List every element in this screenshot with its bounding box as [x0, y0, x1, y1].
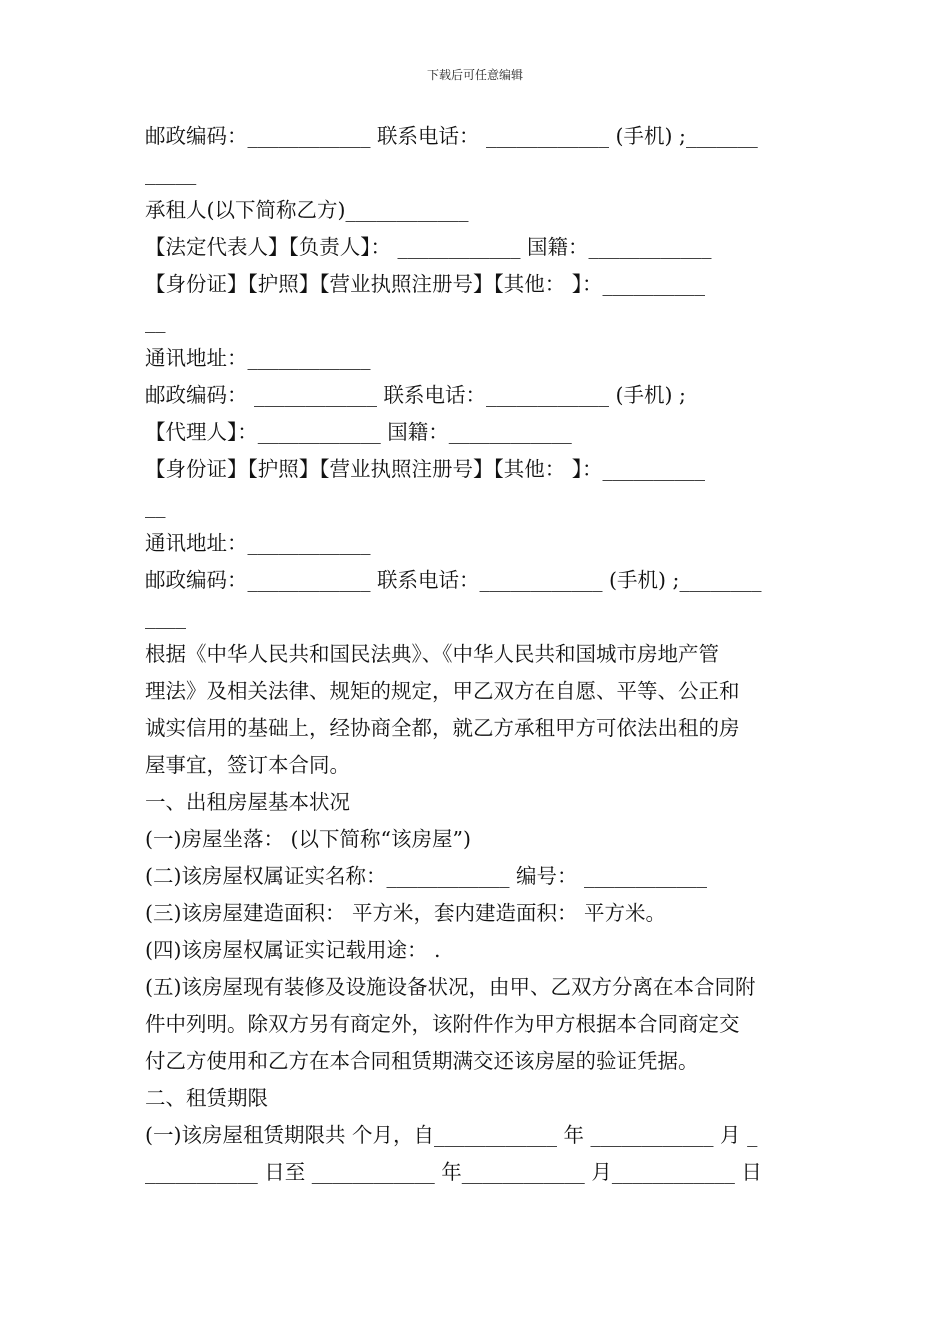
paragraph-line: 根据《中华人民共和国民法典》、《中华人民共和国城市房地产管 — [145, 642, 719, 666]
text-line: 通讯地址：____________ — [145, 346, 371, 370]
text-line: 通讯地址：____________ — [145, 531, 371, 555]
clause-line: (五)该房屋现有装修及设施设备状况，由甲、乙双方分离在本合同附 — [145, 975, 756, 999]
clause-line: (一)该房屋租赁期限共 个月，自____________ 年 ____________ 月 _ — [145, 1123, 758, 1147]
paragraph-line: 理法》及相关法律、规矩的规定，甲乙双方在自愿、平等、公正和 — [145, 679, 740, 703]
text-line: 邮政编码：____________ 联系电话： ____________ (手机) ;_______ — [145, 124, 758, 148]
text-line: 邮政编码： ____________ 联系电话：____________ (手机) ; — [145, 383, 686, 407]
paragraph-line: 屋事宜，签订本合同。 — [145, 753, 350, 777]
text-line: 邮政编码：____________ 联系电话：____________ (手机) ;________ — [145, 568, 762, 592]
clause-line: 件中列明。除双方另有商定外，该附件作为甲方根据本合同商定交 — [145, 1012, 740, 1036]
contract-body — [145, 118, 807, 1191]
text-line: __ — [145, 494, 166, 518]
clause-line: 付乙方使用和乙方在本合同租赁期满交还该房屋的验证凭据。 — [145, 1049, 699, 1073]
page-header: 下载后可任意编辑 — [426, 68, 523, 82]
text-line: 【身份证】【护照】【营业执照注册号】【其他： 】：__________ — [145, 457, 706, 481]
text-line: 【代理人】：____________ 国籍：____________ — [145, 420, 572, 444]
section-heading: 二、租赁期限 — [145, 1086, 268, 1110]
clause-line: (四)该房屋权属证实记载用途： . — [145, 938, 441, 962]
text-line: 【法定代表人】【负责人】： ____________ 国籍：____________ — [145, 235, 712, 259]
text-line: _____ — [145, 161, 197, 185]
text-line: ____ — [145, 605, 186, 629]
text-line: 承租人(以下简称乙方)____________ — [145, 198, 469, 222]
paragraph-line: 诚实信用的基础上，经协商全都，就乙方承租甲方可依法出租的房 — [145, 716, 740, 740]
clause-line: (一)房屋坐落： (以下简称“该房屋”) — [145, 827, 471, 851]
text-line: __ — [145, 309, 166, 333]
section-heading: 一、出租房屋基本状况 — [145, 790, 350, 814]
clause-line: (三)该房屋建造面积： 平方米，套内建造面积： 平方米。 — [145, 901, 667, 925]
text-line: 【身份证】【护照】【营业执照注册号】【其他： 】：__________ — [145, 272, 706, 296]
clause-line: (二)该房屋权属证实名称：____________ 编号： ____________ — [145, 864, 708, 888]
clause-line: ___________ 日至 ____________ 年____________ 月____________ 日 — [145, 1160, 762, 1184]
